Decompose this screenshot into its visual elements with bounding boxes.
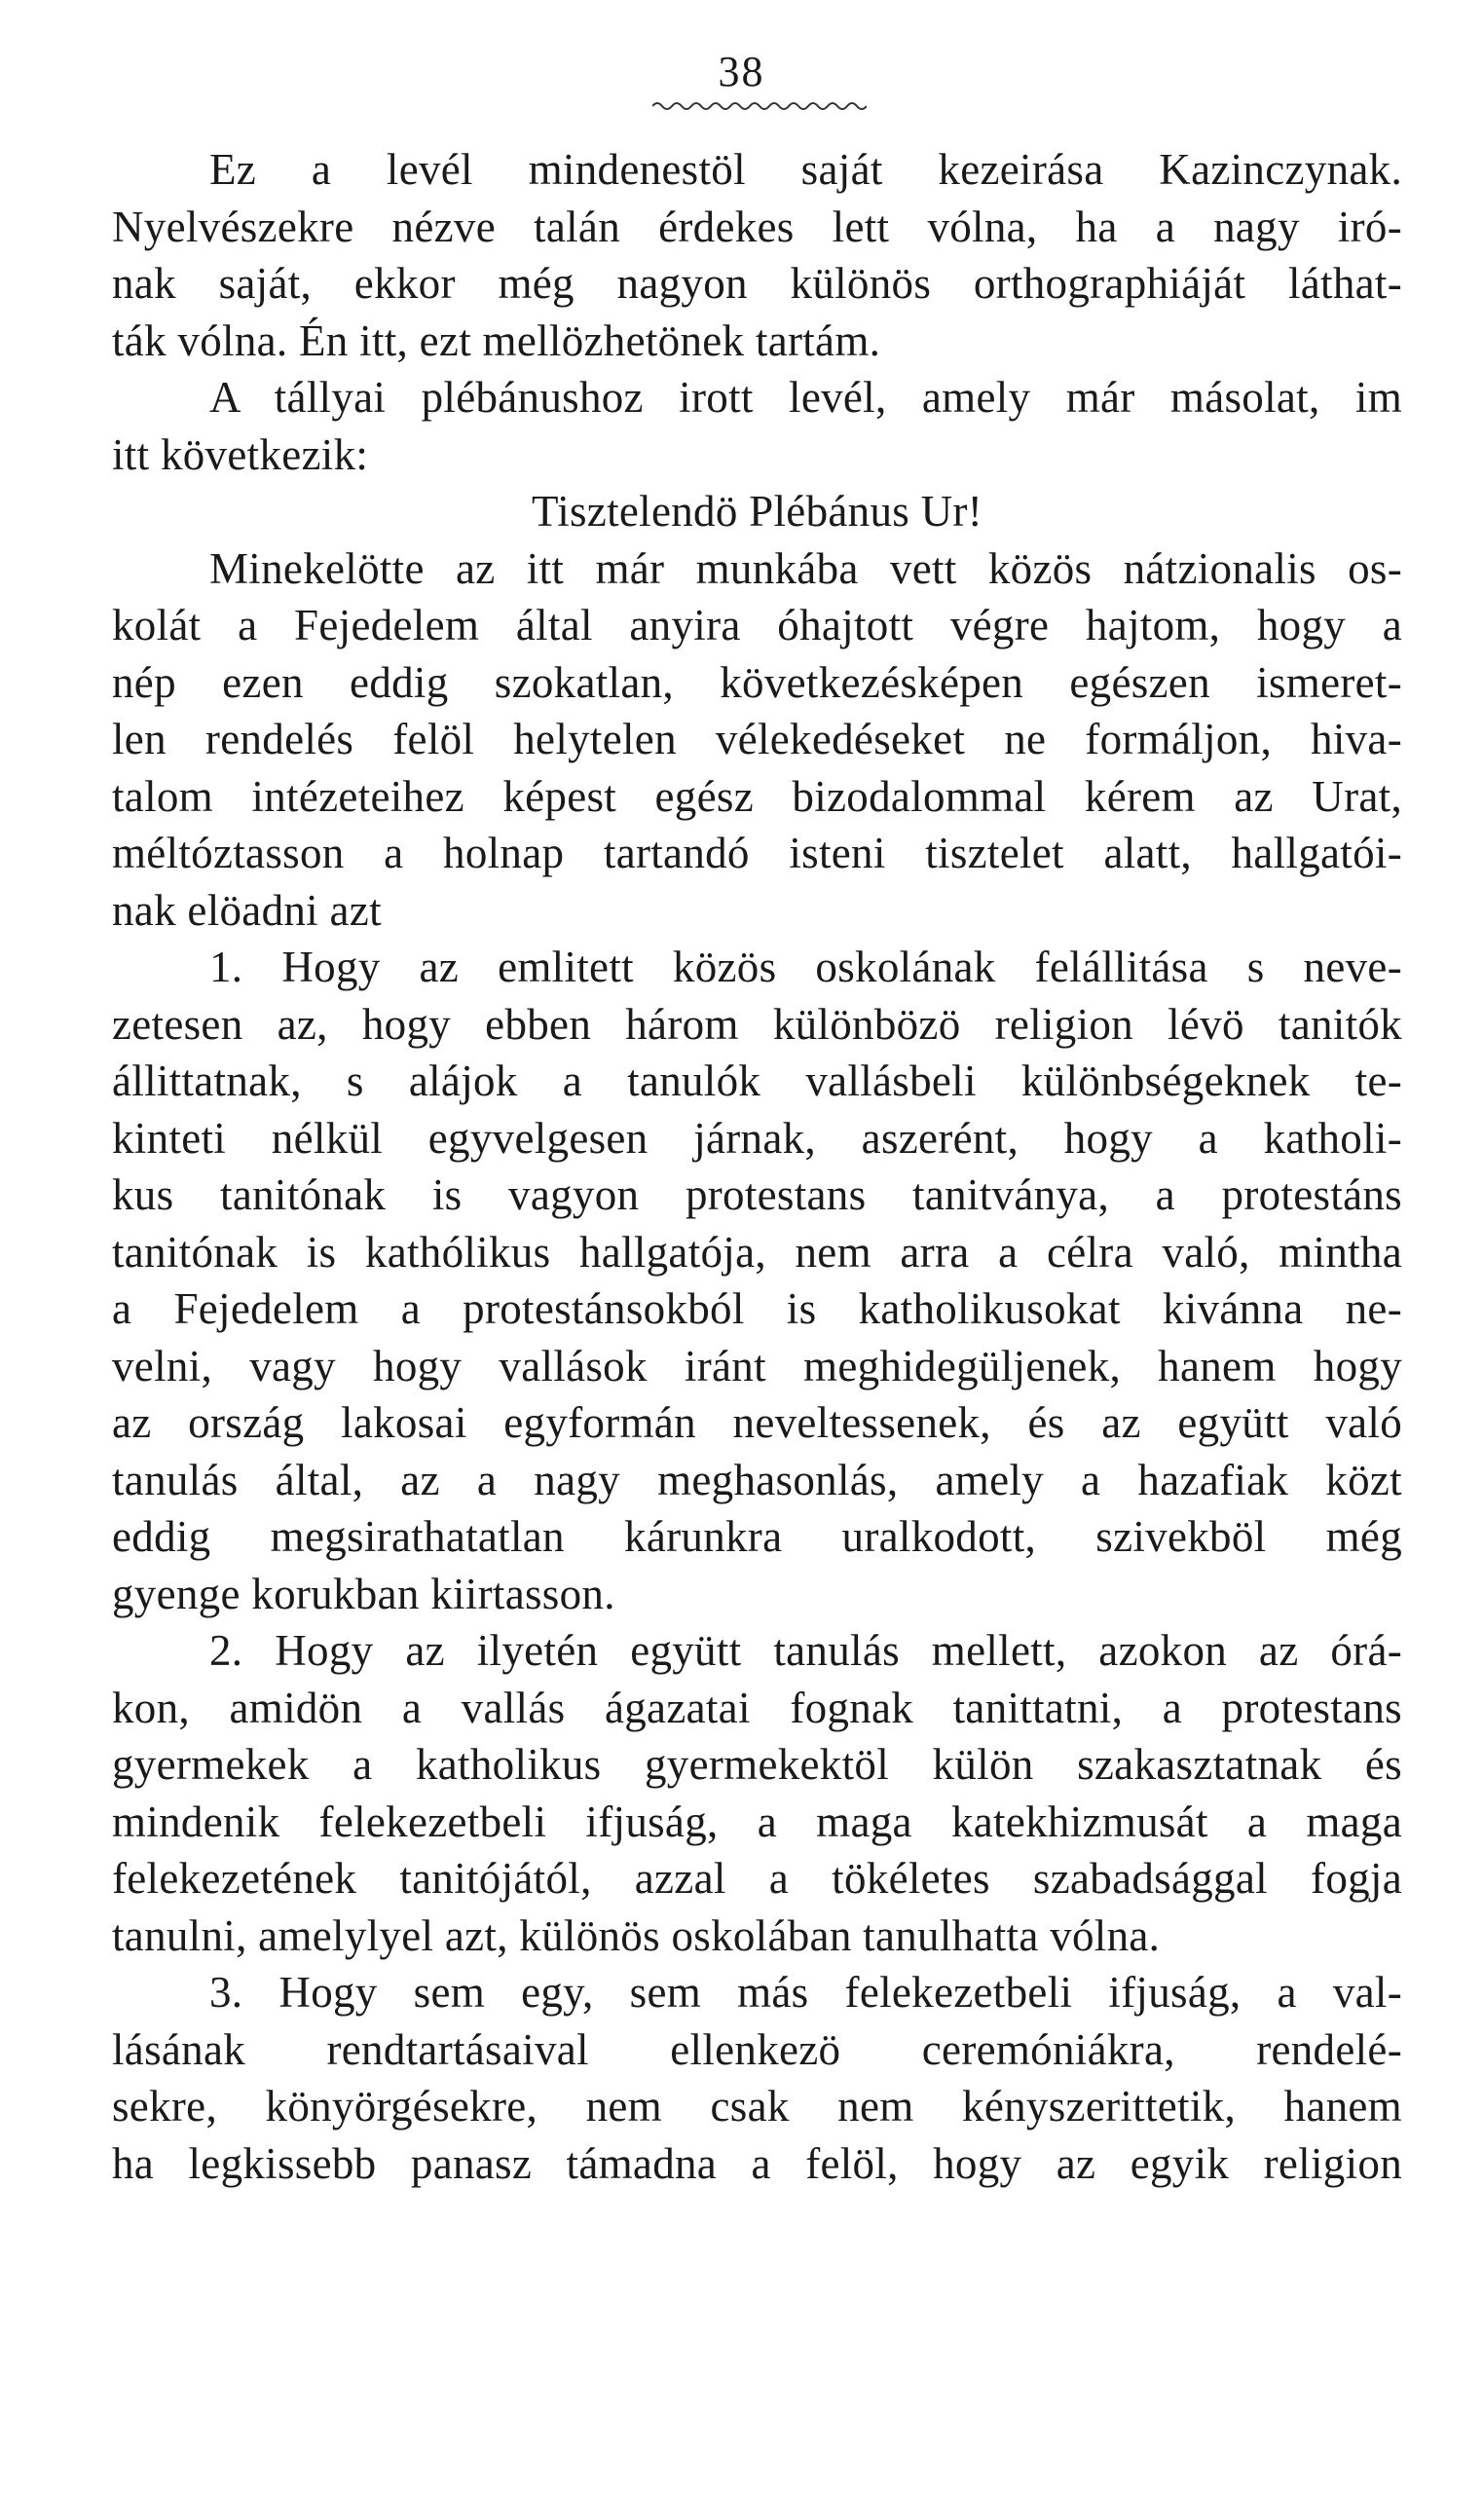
- text-line: nép ezen eddig szokatlan, következésképen egészen ismeret-: [112, 657, 1402, 707]
- text-line: felekezetének tanitójától, azzal a tökéletes szabadsággal fogja: [112, 1854, 1402, 1903]
- text-line: velni, vagy hogy vallások iránt meghidegüljenek, hanem hogy: [112, 1341, 1402, 1390]
- text-line: Minekelötte az itt már munkába vett közös nátzionalis os-: [209, 543, 1402, 593]
- text-line: nak saját, ekkor még nagyon különös orthographiáját láthat-: [112, 259, 1402, 308]
- text-line: mindenik felekezetbeli ifjuság, a maga katekhizmusát a maga: [112, 1797, 1402, 1846]
- text-line: gyenge korukban kiirtasson.: [112, 1569, 615, 1618]
- text-line: állittatnak, s alájok a tanulók vallásbeli különbségeknek te-: [112, 1056, 1402, 1105]
- salutation-line: Tisztelendö Plébánus Ur!: [531, 487, 982, 536]
- text-line: zetesen az, hogy ebben három különbözö religion lévö tanitók: [112, 999, 1402, 1049]
- text-line: ha legkissebb panasz támadna a felöl, hogy az egyik religion: [112, 2138, 1402, 2188]
- text-line: kon, amidön a vallás ágazatai fognak tanittatni, a protestans: [112, 1683, 1402, 1732]
- text-line: az ország lakosai egyformán neveltessenek, és az együtt való: [112, 1398, 1402, 1447]
- page-number: 38: [718, 48, 765, 95]
- text-line: kus tanitónak is vagyon protestans tanitványa, a protestáns: [112, 1170, 1402, 1219]
- text-line: a Fejedelem a protestánsokból is katholikusokat kivánna ne-: [112, 1284, 1402, 1333]
- text-line: 1. Hogy az emlitett közös oskolának felállitása s neve-: [209, 943, 1402, 991]
- text-line: tanitónak is kathólikus hallgatója, nem arra a célra való, mintha: [112, 1227, 1402, 1277]
- text-line: ták vólna. Én itt, ezt mellözhetönek tartám.: [112, 315, 881, 365]
- text-line: 3. Hogy sem egy, sem más felekezetbeli ifjuság, a val-: [209, 1968, 1402, 2017]
- text-line: 2. Hogy az ilyetén együtt tanulás mellett, azokon az órá-: [209, 1626, 1402, 1675]
- body-text: [112, 141, 1402, 2192]
- text-line: A tállyai plébánushoz irott levél, amely már másolat, im: [209, 373, 1402, 422]
- text-line: tanulás által, az a nagy meghasonlás, amely a hazafiak közt: [112, 1455, 1402, 1504]
- text-line: eddig megsirathatatlan kárunkra uralkodott, szivekböl még: [112, 1512, 1402, 1561]
- text-line: Ez a levél mindenestöl saját kezeirása Kazinczynak.: [209, 145, 1402, 194]
- text-line: méltóztasson a holnap tartandó isteni tisztelet alatt, hallgatói-: [112, 829, 1402, 877]
- text-line: itt következik:: [112, 429, 369, 479]
- text-line: lásának rendtartásaival ellenkezö ceremóniákra, rendelé-: [112, 2024, 1402, 2074]
- text-line: len rendelés felöl helytelen vélekedéseket ne formáljon, hiva-: [112, 715, 1402, 763]
- text-line: tanulni, amelylyel azt, különös oskolában tanulhatta vólna.: [112, 1910, 1161, 1960]
- text-line: nak elöadni azt: [112, 885, 382, 935]
- text-line: kinteti nélkül egyvelgesen járnak, aszerént, hogy a katholi-: [112, 1113, 1402, 1163]
- text-line: kolát a Fejedelem által anyira óhajtott végre hajtom, hogy a: [112, 601, 1402, 649]
- ornament-divider: [652, 99, 867, 113]
- text-line: sekre, könyörgésekre, nem csak nem kényszerittetik, hanem: [112, 2082, 1402, 2131]
- text-line: talom intézeteihez képest egész bizodalommal kérem az Urat,: [112, 771, 1402, 821]
- text-line: gyermekek a katholikus gyermekektöl külön szakasztatnak és: [112, 1740, 1402, 1789]
- text-line: Nyelvészekre nézve talán érdekes lett vólna, ha a nagy iró-: [112, 202, 1402, 251]
